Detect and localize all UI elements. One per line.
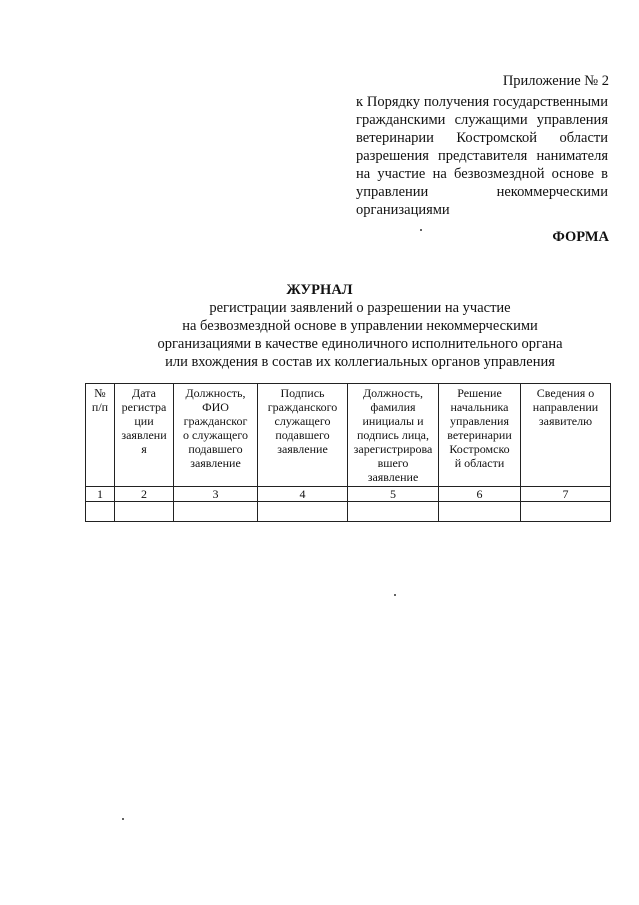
header-cell: [439, 384, 521, 487]
header-cell-line: зарегистрирова: [353, 442, 433, 456]
header-cell-line: гражданского: [267, 400, 338, 414]
header-cell-line: я: [141, 442, 147, 456]
header-cell-line: начальника: [450, 400, 509, 414]
header-cell-line: инициалы и: [362, 414, 424, 428]
table-cell: [348, 502, 439, 522]
header-cell-line: заявление: [277, 442, 328, 456]
column-number: 3: [174, 487, 258, 502]
form-label: ФОРМА: [552, 229, 609, 245]
header-cell-line: управления: [450, 414, 509, 428]
header-cell: [115, 384, 174, 487]
table-header-row: [86, 384, 611, 487]
table-cell: [258, 502, 348, 522]
header-cell-line: Должность,: [185, 386, 246, 400]
column-number: 4: [258, 487, 348, 502]
header-cell: [174, 384, 258, 487]
scan-speck: [122, 818, 124, 820]
header-cell-line: вшего: [377, 456, 409, 470]
appendix-title: Приложение № 2: [502, 73, 609, 89]
header-cell-line: заявлени: [121, 428, 167, 442]
table-row: [86, 502, 611, 522]
journal-subtitle-line: регистрации заявлений о разрешении на участие: [209, 300, 511, 316]
header-cell: [521, 384, 611, 487]
journal-title: ЖУРНАЛ: [286, 282, 353, 298]
header-cell-line: п/п: [91, 400, 109, 414]
header-cell-line: ции: [134, 414, 154, 428]
header-cell-line: Подпись: [280, 386, 325, 400]
table-cell: [86, 502, 115, 522]
header-cell-line: ФИО: [202, 400, 229, 414]
header-cell-line: подавшего: [188, 442, 243, 456]
journal-subtitle-line: или вхождения в состав их коллегиальных органов управления: [165, 354, 555, 370]
header-cell-line: заявителю: [538, 414, 593, 428]
header-cell-line: Костромско: [449, 442, 510, 456]
appendix-text: к Порядку получения государственными гражданскими служащими управления ветеринарии Костромской области разрешения представителя нанимателя на участие на безвозмездной основе в управлении некоммерческими организациями: [356, 94, 608, 218]
table-cell: [174, 502, 258, 522]
journal-subtitle-line: на безвозмездной основе в управлении некоммерческими: [182, 318, 538, 334]
header-cell-line: й области: [454, 456, 505, 470]
header-cell-line: №: [94, 386, 106, 400]
table-cell: [115, 502, 174, 522]
column-number-row: [86, 487, 611, 502]
header-cell-line: Должность,: [362, 386, 424, 400]
header-cell-line: Дата: [132, 386, 156, 400]
header-cell-line: гражданског: [183, 414, 248, 428]
header-cell-line: Решение: [457, 386, 502, 400]
table-cell: [521, 502, 611, 522]
header-cell-line: направлении: [532, 400, 599, 414]
header-cell-line: о служащего: [183, 428, 248, 442]
header-cell-line: регистра: [121, 400, 167, 414]
journal-subtitle-line: организациями в качестве единоличного исполнительного органа: [157, 336, 563, 352]
header-cell: [348, 384, 439, 487]
header-cell-line: Сведения о: [536, 386, 595, 400]
journal-subtitle: [130, 299, 590, 371]
column-number: 2: [115, 487, 174, 502]
journal-table: [85, 383, 611, 522]
header-cell-line: заявление: [190, 456, 241, 470]
header-cell-line: подпись лица,: [357, 428, 429, 442]
header-cell: [258, 384, 348, 487]
scan-speck: [420, 229, 422, 231]
header-cell-line: заявление: [367, 470, 419, 484]
table-cell: [439, 502, 521, 522]
column-number: 7: [521, 487, 611, 502]
header-cell-line: фамилия: [370, 400, 416, 414]
header-cell-line: подавшего: [275, 428, 330, 442]
column-number: 1: [86, 487, 115, 502]
column-number: 6: [439, 487, 521, 502]
scan-speck: [394, 594, 396, 596]
header-cell-line: ветеринарии: [447, 428, 512, 442]
header-cell-line: служащего: [274, 414, 331, 428]
header-cell: [86, 384, 115, 487]
column-number: 5: [348, 487, 439, 502]
